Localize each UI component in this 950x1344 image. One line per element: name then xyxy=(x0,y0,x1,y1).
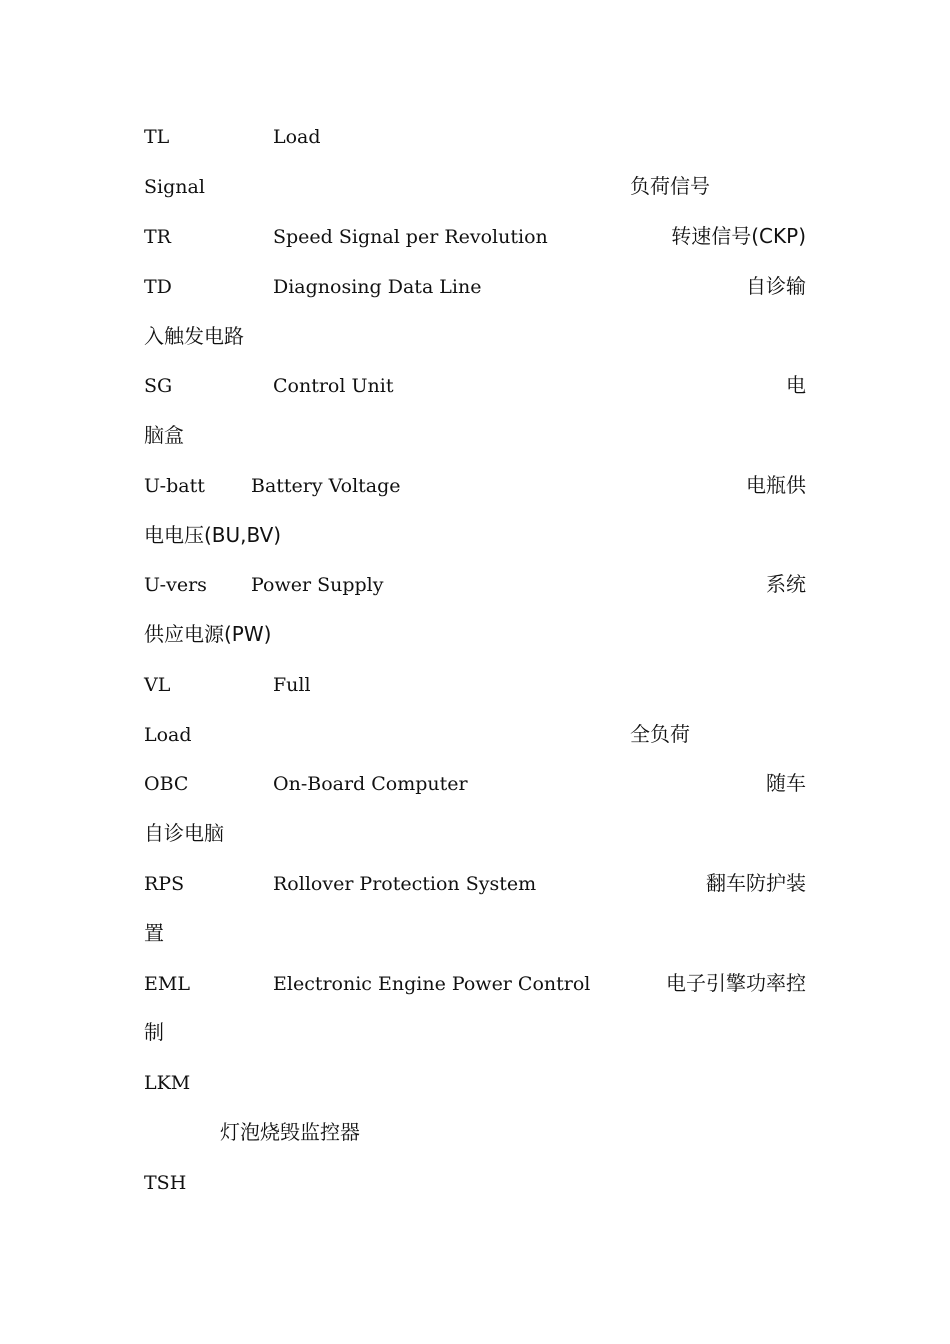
abbr-tsh: TSH xyxy=(144,1172,187,1194)
term-load-2: Load xyxy=(144,724,192,746)
abbr-tl: TL xyxy=(144,126,170,148)
cn-rps-part2: 置 xyxy=(144,921,164,945)
cn-obc-part2: 自诊电脑 xyxy=(144,821,224,845)
cn-battery-part1: 电瓶供 xyxy=(746,473,806,497)
abbr-obc: OBC xyxy=(144,773,189,795)
term-battery-voltage: Battery Voltage xyxy=(251,475,401,497)
term-on-board-computer: On-Board Computer xyxy=(273,773,468,795)
cn-rps-part1: 翻车防护装 xyxy=(706,871,806,895)
cn-speed-signal: 转速信号(CKP) xyxy=(671,224,806,248)
abbr-rps: RPS xyxy=(144,873,185,895)
abbr-lkm: LKM xyxy=(144,1072,191,1094)
cn-control-unit-part1: 电 xyxy=(786,373,806,397)
term-control-unit: Control Unit xyxy=(273,375,394,397)
cn-eml-part1: 电子引擎功率控 xyxy=(666,971,806,995)
term-speed-signal: Speed Signal per Revolution xyxy=(273,226,548,248)
cn-battery-part2: 电电压(BU,BV) xyxy=(144,523,282,547)
term-signal: Signal xyxy=(144,176,205,198)
abbr-vl: VL xyxy=(144,674,171,696)
abbr-td: TD xyxy=(144,276,172,298)
cn-load-signal: 负荷信号 xyxy=(630,174,710,198)
cn-full-load: 全负荷 xyxy=(630,722,690,746)
abbr-u-vers: U-vers xyxy=(144,574,207,596)
term-full: Full xyxy=(273,674,311,696)
term-diagnosing-data-line: Diagnosing Data Line xyxy=(273,276,482,298)
cn-power-supply-part2: 供应电源(PW) xyxy=(144,622,272,646)
cn-obc-part1: 随车 xyxy=(766,771,806,795)
term-power-supply: Power Supply xyxy=(251,574,384,596)
term-electronic-engine-power-control: Electronic Engine Power Control xyxy=(273,973,591,995)
abbr-tr: TR xyxy=(144,226,171,248)
cn-eml-part2: 制 xyxy=(144,1020,164,1044)
abbr-u-batt: U-batt xyxy=(144,475,205,497)
abbr-eml: EML xyxy=(144,973,190,995)
cn-diagnosing-part2: 入触发电路 xyxy=(144,324,244,348)
cn-control-unit-part2: 脑盒 xyxy=(144,423,184,447)
cn-lkm: 灯泡烧毁监控器 xyxy=(220,1120,360,1144)
term-rollover-protection: Rollover Protection System xyxy=(273,873,537,895)
cn-diagnosing-part1: 自诊输 xyxy=(746,274,806,298)
cn-power-supply-part1: 系统 xyxy=(766,572,806,596)
abbr-sg: SG xyxy=(144,375,173,397)
term-load: Load xyxy=(273,126,321,148)
